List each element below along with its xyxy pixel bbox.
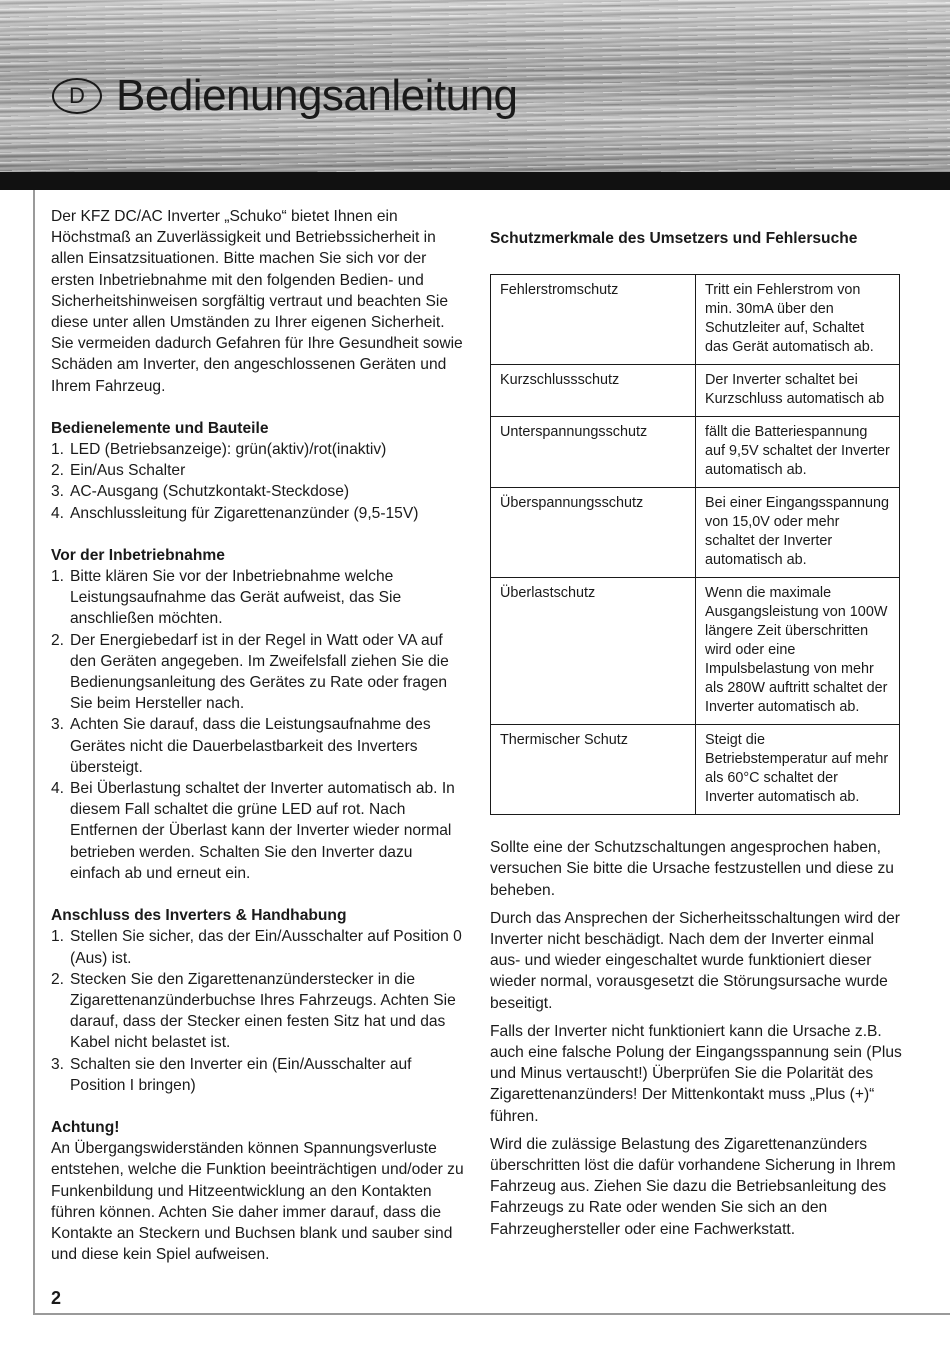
description-cell: Wenn die maximale Ausgangsleistung von 100W längere Zeit überschritten wird oder eine Impulsbelastung von mehr als 280W auftritt schaltet der Inverter automatisch ab. — [696, 578, 900, 725]
title-row — [52, 71, 518, 120]
connection-list — [51, 926, 466, 1096]
feature-cell: Thermischer Schutz — [491, 725, 696, 815]
intro-paragraph: Der KFZ DC/AC Inverter „Schuko“ bietet Ihnen ein Höchstmaß an Zuverlässigkeit und Betriebssicherheit in allen Einsatzsituationen. Bitte machen Sie sich vor der ersten Inbetriebnahme mit den folgenden Bedien- und Sicherheitshinweisen sorgfältig vertraut und beachten Sie diese unter allen Umständen zu Ihrer eigenen Sicherheit. Sie vermeiden dadurch Gefahren für Ihre Gesundheit sowie Schäden am Inverter, den angeschlossenen Geräten und Ihrem Fahrzeug. — [51, 208, 463, 395]
table-row — [491, 417, 900, 488]
feature-cell: Überspannungsschutz — [491, 488, 696, 578]
feature-cell: Unterspannungsschutz — [491, 417, 696, 488]
list-item: 3. Achten Sie darauf, dass die Leistungsaufnahme des Gerätes nicht die Dauerbelastbarkeit des Inverters übersteigt. — [51, 716, 431, 776]
table-row — [491, 365, 900, 417]
page-title: Bedienungsanleitung — [116, 71, 518, 120]
table-row — [491, 578, 900, 725]
feature-cell: Fehlerstromschutz — [491, 275, 696, 365]
warning-paragraph: An Übergangswiderständen können Spannungsverluste entstehen, welche die Funktion beeinträchtigen und/oder zu Funkenbildung und Hitzeentwicklung an den Kontakten führen können. Achten Sie daher immer darauf, dass die Kontakte an Steckern und Buchsen blank und sauber sind und diese kein Spiel aufweisen. — [51, 1140, 464, 1264]
feature-cell: Kurzschlussschutz — [491, 365, 696, 417]
list-item: 1. LED (Betriebsanzeige): grün(aktiv)/rot(inaktiv) — [51, 441, 387, 459]
right-column — [490, 228, 905, 1240]
list-item: 2. Stecken Sie den Zigarettenanzünderstecker in die Zigarettenanzünderbuchse Ihres Fahrzeugs. Achten Sie darauf, dass der Stecker einen festen Sitz hat und das Kabel nicht belastet ist. — [51, 970, 456, 1052]
protection-table — [490, 274, 900, 815]
list-item: 4. Bei Überlastung schaltet der Inverter automatisch ab. In diesem Fall schaltet die grüne LED auf rot. Nach Entfernen der Überlast kann der Inverter wieder normal betrieben werden. Schalten Sie den Inverter dazu einfach ab und erneut ein. — [51, 780, 455, 882]
language-badge: D — [52, 78, 102, 114]
controls-heading: Bedienelemente und Bauteile — [51, 419, 269, 437]
left-column — [51, 206, 466, 1265]
table-row — [491, 275, 900, 365]
page-header — [0, 0, 950, 172]
list-item: 1. Stellen Sie sicher, das der Ein/Ausschalter auf Position 0 (Aus) ist. — [51, 928, 462, 967]
troubleshooting-paragraph: Wird die zulässige Belastung des Zigarettenanzünders überschritten löst die dafür vorhandene Sicherung in Ihrem Fahrzeug aus. Ziehen Sie dazu die Betriebsanleitung des Fahrzeugs zu Rate oder wenden Sie sich an den Fahrzeughersteller oder eine Fachwerkstatt. — [490, 1135, 896, 1238]
description-cell: Steigt die Betriebstemperatur auf mehr als 60°C schaltet der Inverter automatisch ab. — [696, 725, 900, 815]
before-use-heading: Vor der Inbetriebnahme — [51, 546, 225, 564]
table-row — [491, 725, 900, 815]
bottom-margin-rule — [33, 1313, 950, 1315]
troubleshooting-paragraph: Sollte eine der Schutzschaltungen angesprochen haben, versuchen Sie bitte die Ursache festzustellen und diese zu beheben. — [490, 839, 894, 899]
description-cell: fällt die Batteriespannung auf 9,5V schaltet der Inverter automatisch ab. — [696, 417, 900, 488]
list-item: 4. Anschlussleitung für Zigarettenanzünder (9,5-15V) — [51, 504, 419, 522]
description-cell: Bei einer Eingangsspannung von 15,0V oder mehr schaltet der Inverter automatisch ab. — [696, 488, 900, 578]
troubleshooting-paragraph: Falls der Inverter nicht funktioniert kann die Ursache z.B. auch eine falsche Polung der Eingangsspannung sein (Plus und Minus vertauscht!) Überprüfen Sie die Polarität des Zigarettenanzünders! Der Mittenkontakt muss „Plus (+)“ führen. — [490, 1022, 902, 1125]
controls-list — [51, 439, 466, 524]
connection-heading: Anschluss des Inverters & Handhabung — [51, 907, 347, 925]
warning-heading: Achtung! — [51, 1118, 120, 1136]
list-item: 3. Schalten sie den Inverter ein (Ein/Ausschalter auf Position I bringen) — [51, 1055, 412, 1094]
header-divider-bar — [0, 172, 950, 190]
list-item: 3. AC-Ausgang (Schutzkontakt-Steckdose) — [51, 483, 350, 501]
page-number: 2 — [51, 1288, 62, 1308]
list-item: 2. Der Energiebedarf ist in der Regel in Watt oder VA auf den Geräten angegeben. Im Zweifelsfall ziehen Sie die Bedienungsanleitung des Gerätes zu Rate oder fragen Sie beim Hersteller nach. — [51, 631, 449, 713]
description-cell: Der Inverter schaltet bei Kurzschluss automatisch ab — [696, 365, 900, 417]
list-item: 1. Bitte klären Sie vor der Inbetriebnahme welche Leistungsaufnahme das Gerät aufweist, das Sie anschließen möchten. — [51, 568, 402, 628]
table-row — [491, 488, 900, 578]
troubleshooting-paragraph: Durch das Ansprechen der Sicherheitsschaltungen wird der Inverter nicht beschädigt. Nach dem der Inverter einmal aus- und wieder eingeschaltet wurde funktioniert dieser wieder normal, vorausgesetzt die Störungsursache wurde beseitigt. — [490, 909, 900, 1012]
description-cell: Tritt ein Fehlerstrom von min. 30mA über den Schutzleiter auf, Schaltet das Gerät automatisch ab. — [696, 275, 900, 365]
left-margin-rule — [33, 190, 35, 1315]
list-item: 2. Ein/Aus Schalter — [51, 462, 186, 480]
protection-heading: Schutzmerkmale des Umsetzers und Fehlersuche — [490, 230, 858, 247]
feature-cell: Überlastschutz — [491, 578, 696, 725]
before-use-list — [51, 566, 466, 884]
